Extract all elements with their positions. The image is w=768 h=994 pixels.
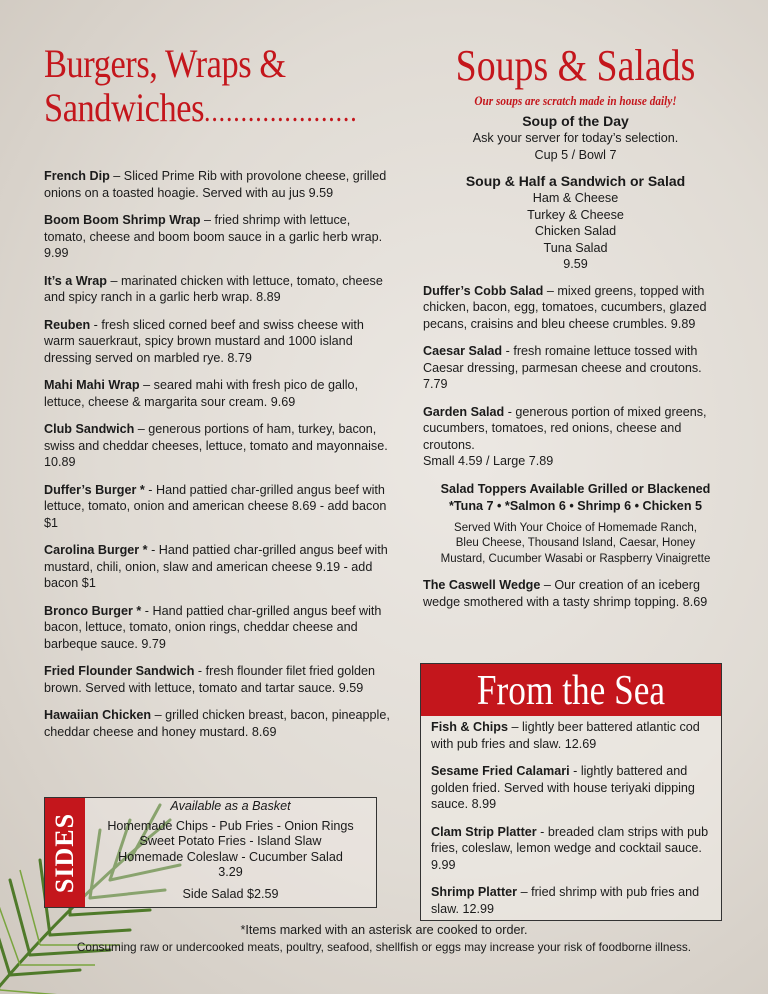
item-separator: - [90,317,102,332]
menu-item [44,273,392,306]
soup-half-sandwich [423,172,728,273]
sides-line: Homemade Coleslaw - Cucumber Salad [118,849,343,864]
item-name: Fried Flounder Sandwich [44,664,195,678]
item-name: Duffer’s Cobb Salad [423,283,544,298]
item-separator: – [134,422,149,436]
item-description: fresh sliced corned beef and swiss cheese with warm sauerkraut, spicy brown mustard and 1000 island dressing served on marbled rye. 8.79 [44,317,364,365]
soup-day-heading: Soup of the Day [522,113,629,129]
sea-title: From the Sea [476,668,666,714]
burgers-title [44,42,405,134]
item-separator: - [141,603,153,618]
item-separator: – [543,283,558,298]
menu-item [44,707,392,740]
item-description: Hand pattied char-grilled angus beef with bacon, lettuce, tomato, onion rings, cheddar cheese and barbeque sauce. 9.79 [44,603,382,651]
item-name: Sesame Fried Calamari [431,764,570,778]
sides-box [44,797,377,908]
sides-basket-note: Available as a Basket [170,799,291,813]
footer [0,922,768,956]
item-description: Sliced Prime Rib with provolone cheese, grilled onions on a toasted hoagie. Served with au jus 9.59 [44,169,387,200]
item-description: Our creation of an iceberg wedge smothered with a tasty shrimp topping. 8.69 [423,578,708,609]
menu-item [423,404,728,470]
item-name: Caesar Salad [423,344,503,358]
burgers-section [44,42,392,751]
item-description: Hand pattied char-grilled angus beef with lettuce, tomato, onion and american cheese 8.69 - add bacon $1 [44,482,387,530]
menu-item [44,542,392,592]
item-name: Fish & Chips [431,720,508,734]
item-separator: – [109,169,124,183]
item-name: Boom Boom Shrimp Wrap [44,213,201,227]
sides-tab [45,798,85,907]
item-name: Carolina Burger * [44,543,148,557]
sea-title-band [421,664,721,716]
item-description: fresh flounder filet fried golden brown. Served with lettuce, tomato and tartar sauce. 9.59 [44,664,376,695]
menu-item [423,577,728,610]
menu-item [44,168,392,201]
item-description: grilled chicken breast, bacon, pineapple, cheddar cheese and honey mustard. 8.69 [44,708,390,739]
menu-item [44,482,392,532]
toppers-heading: Salad Toppers Available Grilled or Blackened [440,481,711,496]
item-separator: – [151,708,166,722]
item-separator: - [536,824,548,839]
soups-subtitle: Our soups are scratch made in house daily! [474,94,677,108]
dressing-options [423,521,728,568]
sides-line: Sweet Potato Fries - Island Slaw [139,834,322,848]
burgers-title-line1: Burgers, Wraps & [44,41,286,86]
item-name: Bronco Burger * [44,603,142,618]
item-separator: - [144,482,156,497]
dressing-line: Served With Your Choice of Homemade Ranch, [454,521,697,534]
sides-tab-label: SIDES [50,812,79,893]
item-name: French Dip [44,169,110,183]
asterisk-note: *Items marked with an asterisk are cooked to order. [240,923,528,937]
item-description: breaded clam strips with pub fries, coleslaw, lemon wedge and cocktail sauce. 9.99 [431,824,709,872]
item-name: Hawaiian Chicken [44,708,152,722]
soup-half-option: Ham & Cheese [532,191,619,205]
item-name: Club Sandwich [44,422,135,436]
menu-item [431,884,711,917]
menu-item [44,663,392,696]
menu-item [44,317,392,367]
item-description: mixed greens, topped with chicken, bacon, egg, tomatoes, cucumbers, glazed pecans, craisins and bleu cheese crumbles. 9.89 [423,283,707,331]
burgers-list [44,168,392,740]
soups-salads-section [423,42,728,621]
sides-line: Homemade Chips - Pub Fries - Onion Rings [107,818,354,833]
item-separator: – [507,720,522,734]
menu-item [431,824,711,874]
menu-item [423,283,728,333]
item-separator: - [194,664,206,678]
from-the-sea-box [420,663,722,921]
soup-half-option: Tuna Salad [543,240,608,255]
title-dots: ..................... [204,95,358,128]
item-separator: – [200,213,215,227]
item-separator: – [139,378,154,392]
health-warning: Consuming raw or undercooked meats, poultry, seafood, shellfish or eggs may increase your risk of foodborne illness. [76,940,692,954]
burgers-title-line2 [44,86,405,134]
item-size-prices: Small 4.59 / Large 7.89 [423,454,554,468]
menu-item [431,763,711,813]
burgers-title-word: Sandwiches [44,85,205,130]
item-description: generous portions of ham, turkey, bacon, swiss and cheddar cheeses, lettuce, tomato and mayonnaise. 10.89 [44,422,388,469]
menu-item [44,421,392,471]
dressing-line: Mustard, Cucumber Wasabi or Raspberry Vinaigrette [440,552,711,565]
item-name: Garden Salad [423,404,505,419]
item-name: It’s a Wrap [44,273,107,288]
item-separator: – [107,273,122,288]
soup-of-the-day [423,112,728,163]
item-name: Shrimp Platter [431,885,518,899]
salad-toppers [423,481,728,568]
salads-list [423,283,728,470]
item-description: generous portion of mixed greens, cucumbers, tomatoes, red onions, cheese and croutons. [423,404,707,452]
item-description: fried shrimp with lettuce, tomato, cheese and boom boom sauce in a garlic herb wrap. 9.99 [44,213,383,260]
item-description: lightly battered and golden fried. Served with house teriyaki dipping sauce. 8.99 [431,764,695,811]
soup-half-price: 9.59 [563,257,588,271]
menu-item [44,377,392,410]
dressing-line: Bleu Cheese, Thousand Island, Caesar, Honey [455,537,696,549]
menu-item [431,719,711,752]
item-name: Duffer’s Burger * [44,482,145,497]
item-description: fresh romaine lettuce tossed with Caesar dressing, parmesan cheese and croutons. 7.79 [423,344,702,391]
menu-item [423,343,728,393]
soup-day-line: Ask your server for today’s selection. [472,131,679,145]
menu-item [44,212,392,262]
item-description: fried shrimp with pub fries and slaw. 12.99 [431,885,700,916]
toppers-prices: *Tuna 7 • *Salmon 6 • Shrimp 6 • Chicken 5 [448,498,703,513]
item-name: Mahi Mahi Wrap [44,378,140,392]
sides-price: 3.29 [218,865,243,879]
sides-content [89,799,372,902]
item-separator: – [517,885,532,899]
item-description: seared mahi with fresh pico de gallo, lettuce, cheese & margarita sour cream. 9.69 [44,378,359,409]
soup-half-heading: Soup & Half a Sandwich or Salad [465,173,686,189]
soup-half-option: Chicken Salad [534,224,617,238]
item-description: Hand pattied char-grilled angus beef with mustard, chili, onion, slaw and american cheese 9.19 - add bacon $1 [44,543,388,590]
menu-item [44,603,392,653]
item-name: Reuben [44,317,91,332]
sea-list [421,716,721,917]
item-separator: - [569,764,581,778]
item-separator: - [502,344,514,358]
side-salad: Side Salad $2.59 [182,886,279,901]
item-name: The Caswell Wedge [423,578,541,592]
soups-title: Soups & Salads [455,41,696,90]
item-separator: – [540,578,555,592]
item-name: Clam Strip Platter [431,824,537,839]
soup-day-price: Cup 5 / Bowl 7 [534,147,617,162]
item-separator: - [504,404,516,419]
soup-half-option: Turkey & Cheese [527,207,624,222]
item-separator: - [147,543,159,557]
item-description: lightly beer battered atlantic cod with pub fries and slaw. 12.69 [431,720,700,751]
item-description: marinated chicken with lettuce, tomato, cheese and spicy ranch in a garlic herb wrap. 8.89 [44,273,383,304]
